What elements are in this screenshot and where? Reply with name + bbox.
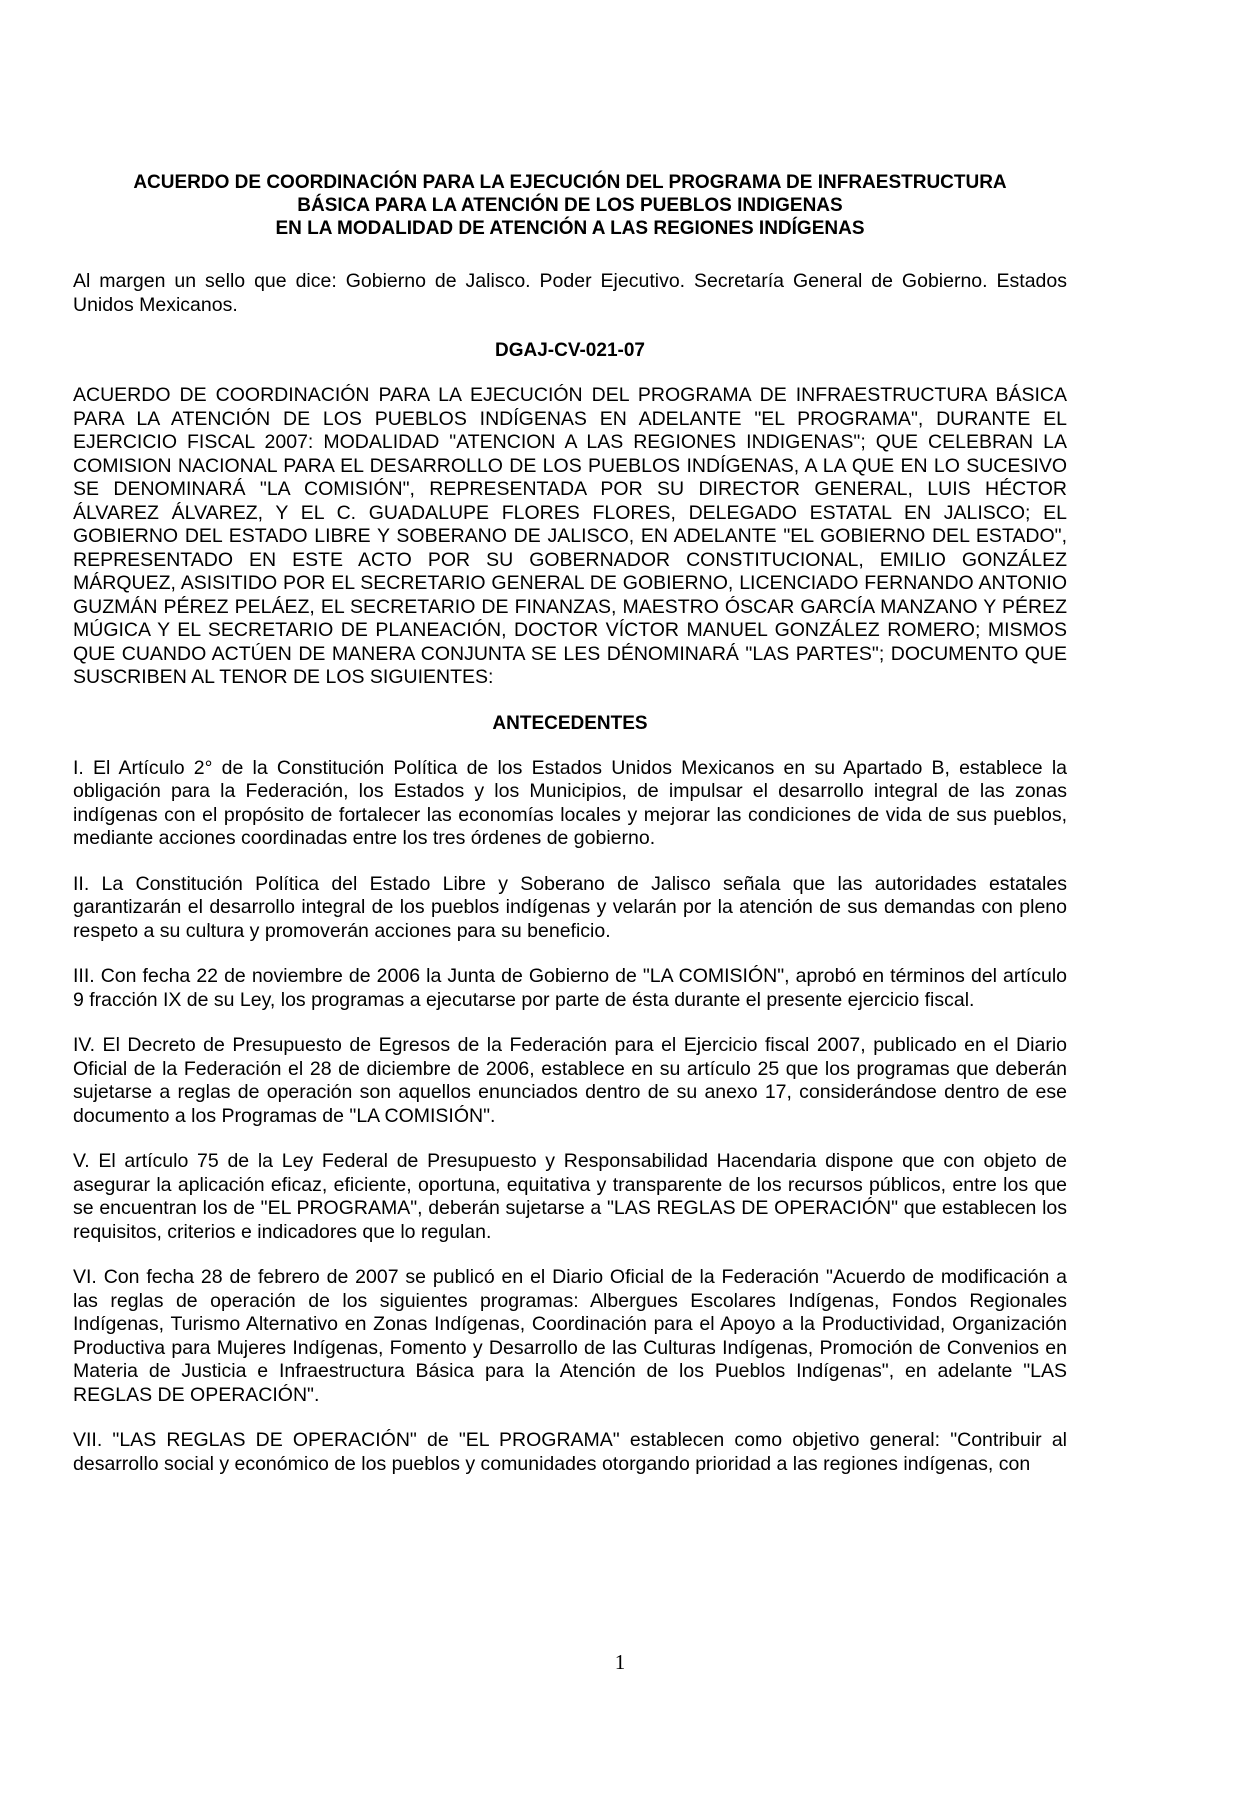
- antecedent-paragraph: VI. Con fecha 28 de febrero de 2007 se publicó en el Diario Oficial de la Federación "Acuerdo de modificación a las reglas de operación de los siguientes programas: Albergues Escolares Indígenas, Fondos Regionales Indígenas, Turismo Alternativo en Zonas Indígenas, Coordinación para el Apoyo a la Productividad, Organización Productiva para Mujeres Indígenas, Fomento y Desarrollo de las Culturas Indígenas, Promoción de Convenios en Materia de Justicia e Infraestructura Básica para la Atención de los Pueblos Indígenas", en adelante "LAS REGLAS DE OPERACIÓN".: [73, 1266, 1067, 1406]
- title-line: ACUERDO DE COORDINACIÓN PARA LA EJECUCIÓN DEL PROGRAMA DE INFRAESTRUCTURA: [133, 172, 1007, 193]
- document-body: [73, 171, 1067, 1476]
- antecedent-paragraph: VII. "LAS REGLAS DE OPERACIÓN" de "EL PROGRAMA" establecen como objetivo general: "Contribuir al desarrollo social y económico de los pueblos y comunidades otorgando prioridad a las regiones indígenas, con: [73, 1429, 1067, 1475]
- antecedent-paragraph: II. La Constitución Política del Estado Libre y Soberano de Jalisco señala que las autoridades estatales garantizarán el desarrollo integral de los pueblos indígenas y velarán por la atención de sus demandas con pleno respeto a su cultura y promoverán acciones para su beneficio.: [73, 872, 1067, 942]
- antecedent-paragraph: IV. El Decreto de Presupuesto de Egresos de la Federación para el Ejercicio fiscal 2007, publicado en el Diario Oficial de la Federación el 28 de diciembre de 2006, establece en su artículo 25 que los programas que deberán sujetarse a reglas de operación son aquellos enunciados dentro de su anexo 17, considerándose dentro de ese documento a los Programas de "LA COMISIÓN".: [73, 1034, 1067, 1127]
- document-code: DGAJ-CV-021-07: [495, 340, 645, 361]
- antecedent-paragraph: I. El Artículo 2° de la Constitución Política de los Estados Unidos Mexicanos en su Apartado B, establece la obligación para la Federación, los Estados y los Municipios, de impulsar el desarrollo integral de las zonas indígenas con el propósito de fortalecer las economías locales y mejorar las condiciones de vida de sus pueblos, mediante acciones coordinadas entre los tres órdenes de gobierno.: [73, 756, 1067, 849]
- title-line: BÁSICA PARA LA ATENCIÓN DE LOS PUEBLOS INDIGENAS: [297, 195, 843, 216]
- antecedent-paragraph: III. Con fecha 22 de noviembre de 2006 la Junta de Gobierno de "LA COMISIÓN", aprobó en términos del artículo 9 fracción IX de su Ley, los programas a ejecutarse por parte de ésta durante el presente ejercicio fiscal.: [73, 965, 1067, 1011]
- section-heading-antecedentes: ANTECEDENTES: [492, 712, 648, 734]
- document-title: [73, 171, 1067, 240]
- antecedent-paragraph: V. El artículo 75 de la Ley Federal de Presupuesto y Responsabilidad Hacendaria dispone que con objeto de asegurar la aplicación eficaz, eficiente, oportuna, equitativa y transparente de los recursos públicos, entre los que se encuentran los de "EL PROGRAMA", deberán sujetarse a "LAS REGLAS DE OPERACIÓN" que establecen los requisitos, criterios e indicadores que lo regulan.: [73, 1150, 1067, 1243]
- margin-note: Al margen un sello que dice: Gobierno de Jalisco. Poder Ejecutivo. Secretaría General de Gobierno. Estados Unidos Mexicanos.: [73, 270, 1067, 316]
- preamble-paragraph: ACUERDO DE COORDINACIÓN PARA LA EJECUCIÓN DEL PROGRAMA DE INFRAESTRUCTURA BÁSICA PARA LA ATENCIÓN DE LOS PUEBLOS INDÍGENAS EN ADELANTE "EL PROGRAMA", DURANTE EL EJERCICIO FISCAL 2007: MODALIDAD "ATENCION A LAS REGIONES INDIGENAS"; QUE CELEBRAN LA COMISION NACIONAL PARA EL DESARROLLO DE LOS PUEBLOS INDÍGENAS, A LA QUE EN LO SUCESIVO SE DENOMINARÁ "LA COMISIÓN", REPRESENTADA POR SU DIRECTOR GENERAL, LUIS HÉCTOR ÁLVAREZ ÁLVAREZ, Y EL C. GUADALUPE FLORES FLORES, DELEGADO ESTATAL EN JALISCO; EL GOBIERNO DEL ESTADO LIBRE Y SOBERANO DE JALISCO, EN ADELANTE "EL GOBIERNO DEL ESTADO", REPRESENTADO EN ESTE ACTO POR SU GOBERNADOR CONSTITUCIONAL, EMILIO GONZÁLEZ MÁRQUEZ, ASISITIDO POR EL SECRETARIO GENERAL DE GOBIERNO, LICENCIADO FERNANDO ANTONIO GUZMÁN PÉREZ PELÁEZ, EL SECRETARIO DE FINANZAS, MAESTRO ÓSCAR GARCÍA MANZANO Y PÉREZ MÚGICA Y EL SECRETARIO DE PLANEACIÓN, DOCTOR VÍCTOR MANUEL GONZÁLEZ ROMERO; MISMOS QUE CUANDO ACTÚEN DE MANERA CONJUNTA SE LES DÉNOMINARÁ "LAS PARTES"; DOCUMENTO QUE SUSCRIBEN AL TENOR DE LOS SIGUIENTES:: [73, 384, 1067, 688]
- title-line: EN LA MODALIDAD DE ATENCIÓN A LAS REGIONES INDÍGENAS: [275, 218, 865, 239]
- page-number: 1: [614, 1650, 626, 1674]
